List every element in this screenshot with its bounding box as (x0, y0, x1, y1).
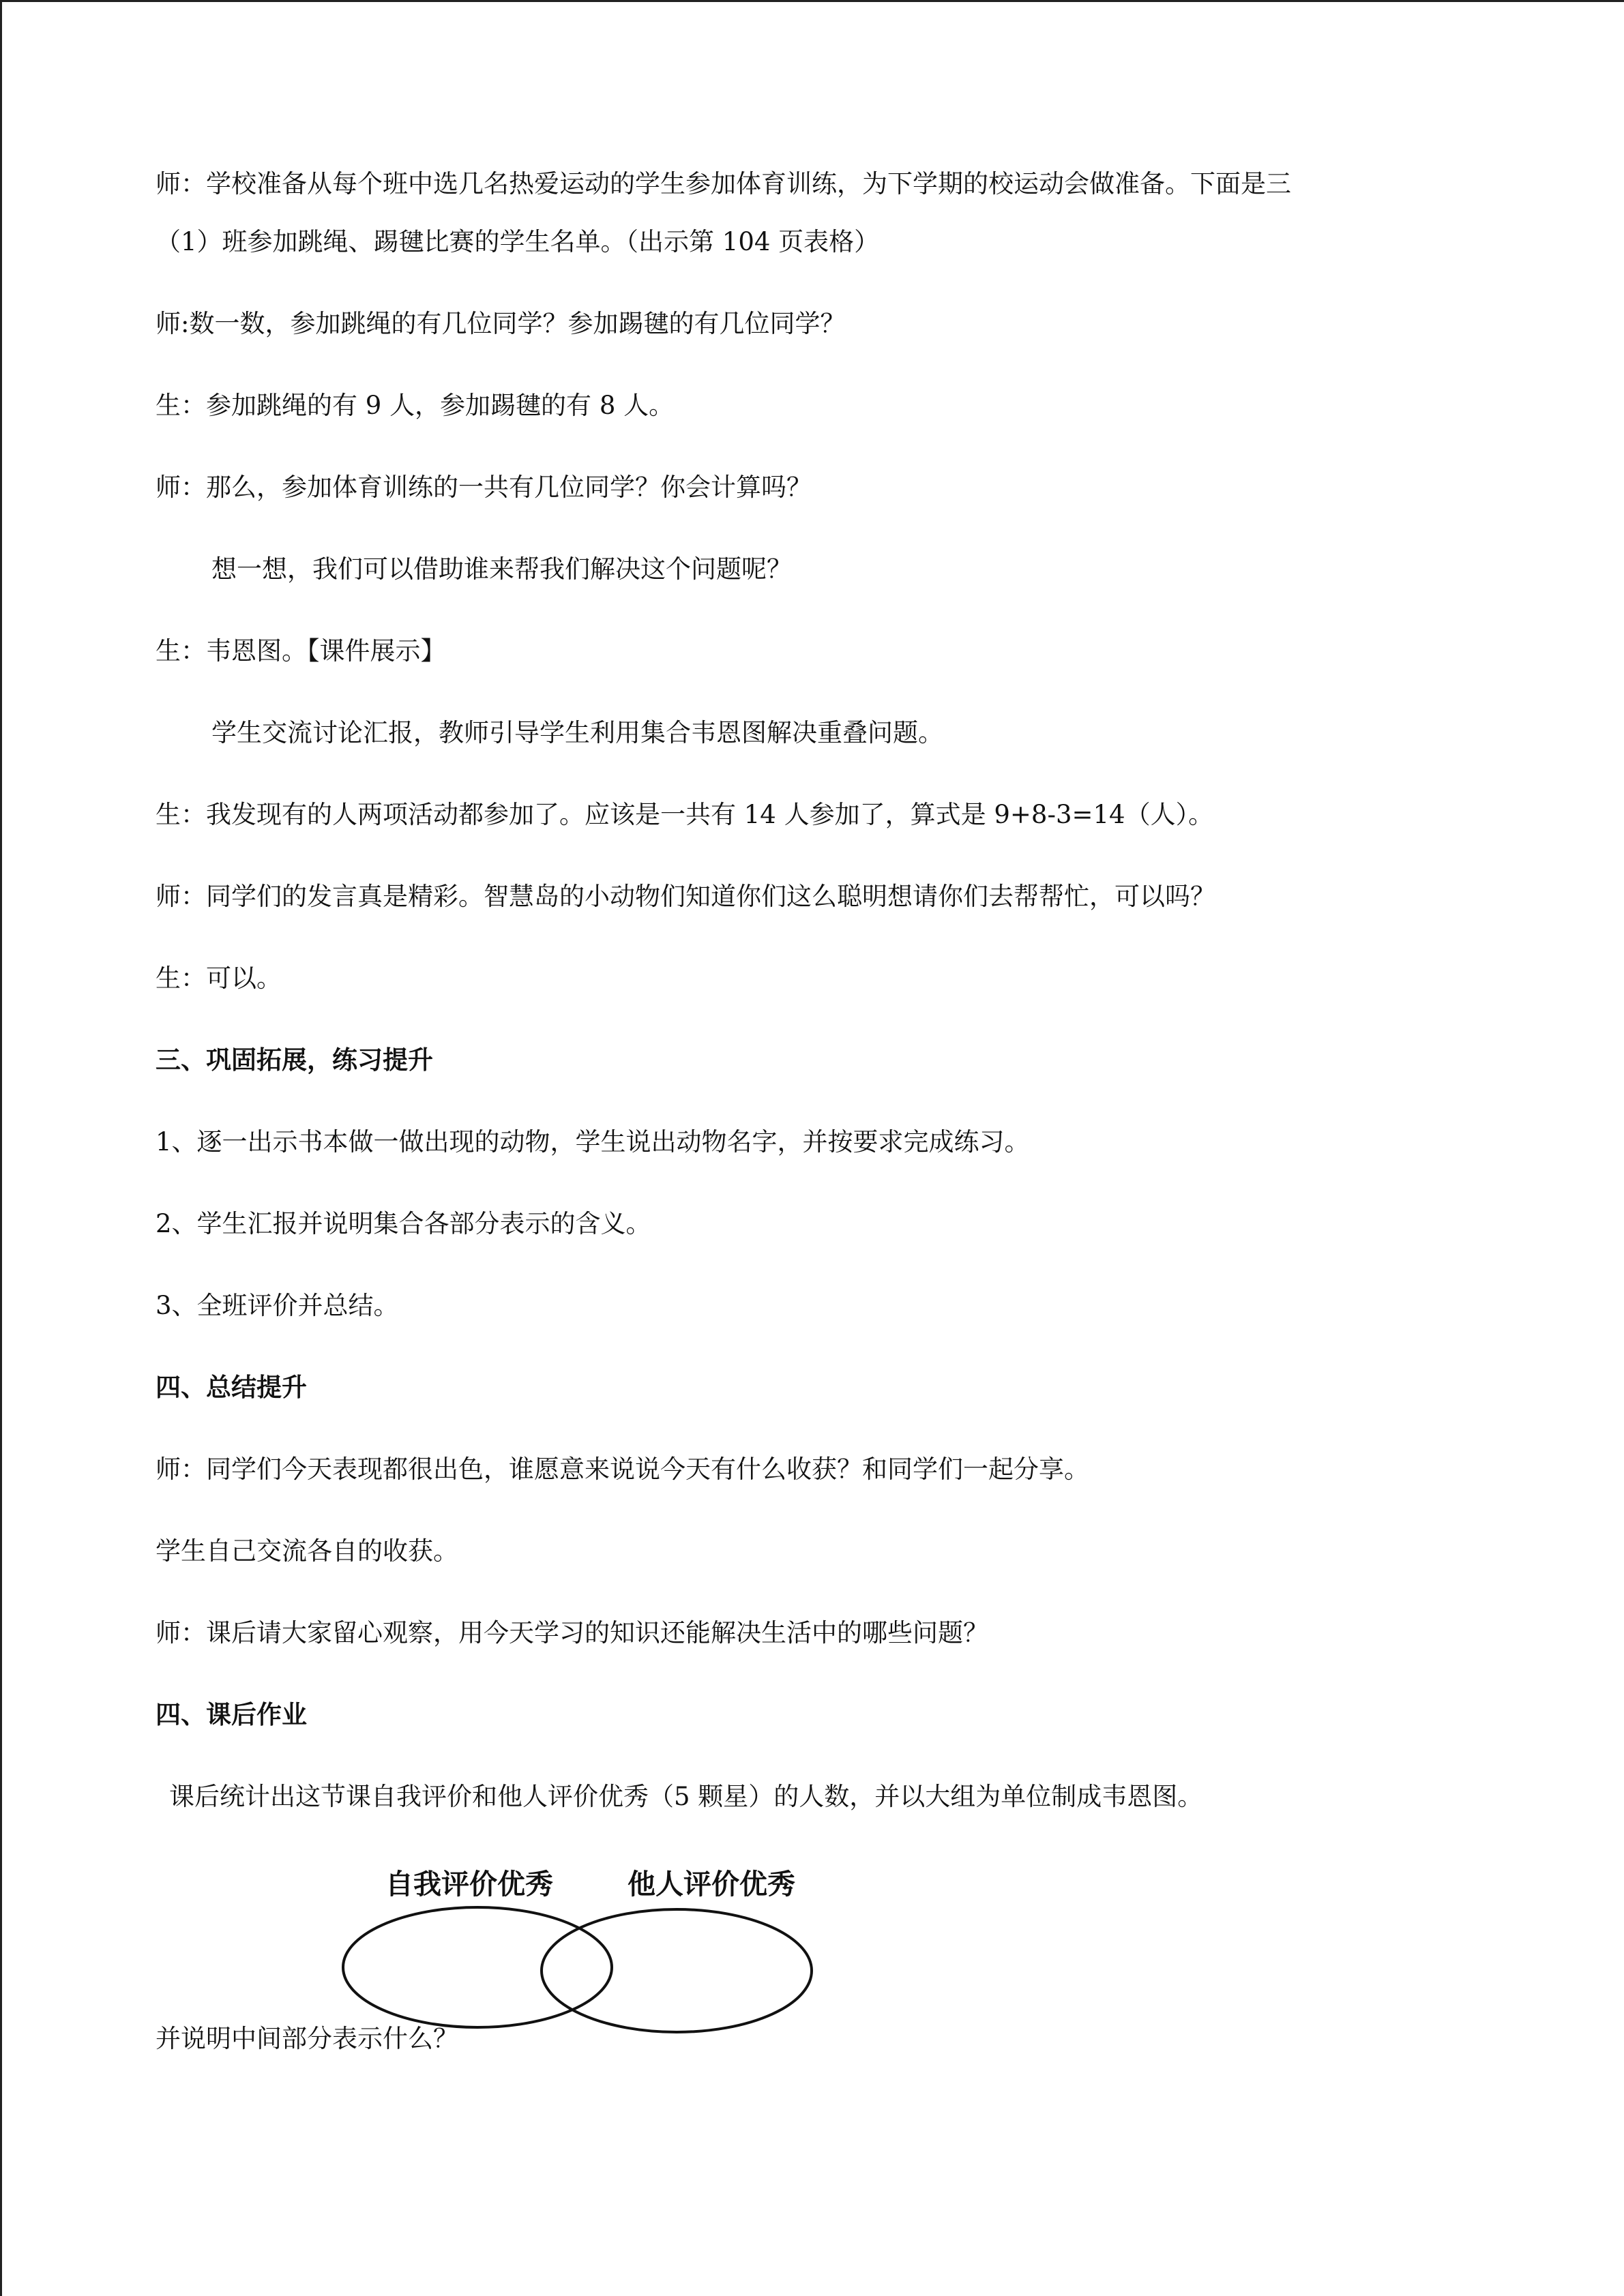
list-item-3: 3、全班评价并总结。 (156, 1291, 399, 1320)
paragraph-student-answer: 生：参加跳绳的有 9 人，参加踢毽的有 8 人。 (156, 391, 675, 420)
paragraph-ok: 生：可以。 (156, 964, 282, 993)
venn-right-ellipse (542, 1909, 812, 2032)
paragraph-class-list: （1）班参加跳绳、踢毽比赛的学生名单。（出示第 104 页表格） (156, 227, 880, 256)
paragraph-teacher-intro: 师：学校准备从每个班中选几名热爱运动的学生参加体育训练，为下学期的校运动会做准备。下面是三 (156, 169, 1291, 198)
list-item-1: 1、逐一出示书本做一做出现的动物，学生说出动物名字，并按要求完成练习。 (156, 1127, 1030, 1157)
venn-right-label: 他人评价优秀 (628, 1868, 795, 1900)
paragraph-observe: 师：课后请大家留心观察，用今天学习的知识还能解决生活中的哪些问题？ (156, 1618, 988, 1648)
section-heading-summary: 四、总结提升 (156, 1373, 307, 1402)
paragraph-count-question: 师:数一数，参加跳绳的有几位同学？参加踢毽的有几位同学？ (156, 309, 846, 338)
paragraph-discovery: 生：我发现有的人两项活动都参加了。应该是一共有 14 人参加了，算式是 9+8-3=14（人）。 (156, 800, 1214, 829)
page-left-border (0, 0, 2, 2296)
section-heading-practice: 三、巩固拓展，练习提升 (156, 1045, 433, 1075)
paragraph-homework: 课后统计出这节课自我评价和他人评价优秀（5 颗星）的人数，并以大组为单位制成韦恩图。 (169, 1782, 1203, 1811)
paragraph-harvest: 师：同学们今天表现都很出色，谁愿意来说说今天有什么收获？和同学们一起分享。 (156, 1455, 1089, 1484)
list-item-2: 2、学生汇报并说明集合各部分表示的含义。 (156, 1209, 651, 1238)
paragraph-venn-answer: 生：韦恩图。【课件展示】 (156, 636, 446, 666)
paragraph-share: 学生自己交流各自的收获。 (156, 1536, 458, 1566)
paragraph-praise: 师：同学们的发言真是精彩。智慧岛的小动物们知道你们这么聪明想请你们去帮帮忙，可以吗？ (156, 882, 1215, 911)
venn-left-label: 自我评价优秀 (385, 1868, 553, 1900)
venn-diagram (327, 1903, 818, 2039)
paragraph-final-question: 并说明中间部分表示什么？ (156, 2024, 458, 2053)
paragraph-discussion: 学生交流讨论汇报，教师引导学生利用集合韦恩图解决重叠问题。 (211, 718, 943, 747)
paragraph-think: 想一想，我们可以借助谁来帮我们解决这个问题呢？ (211, 554, 792, 584)
section-heading-homework: 四、课后作业 (156, 1700, 307, 1729)
page-top-border (0, 0, 1624, 2)
paragraph-total-question: 师：那么，参加体育训练的一共有几位同学？你会计算吗？ (156, 473, 812, 502)
